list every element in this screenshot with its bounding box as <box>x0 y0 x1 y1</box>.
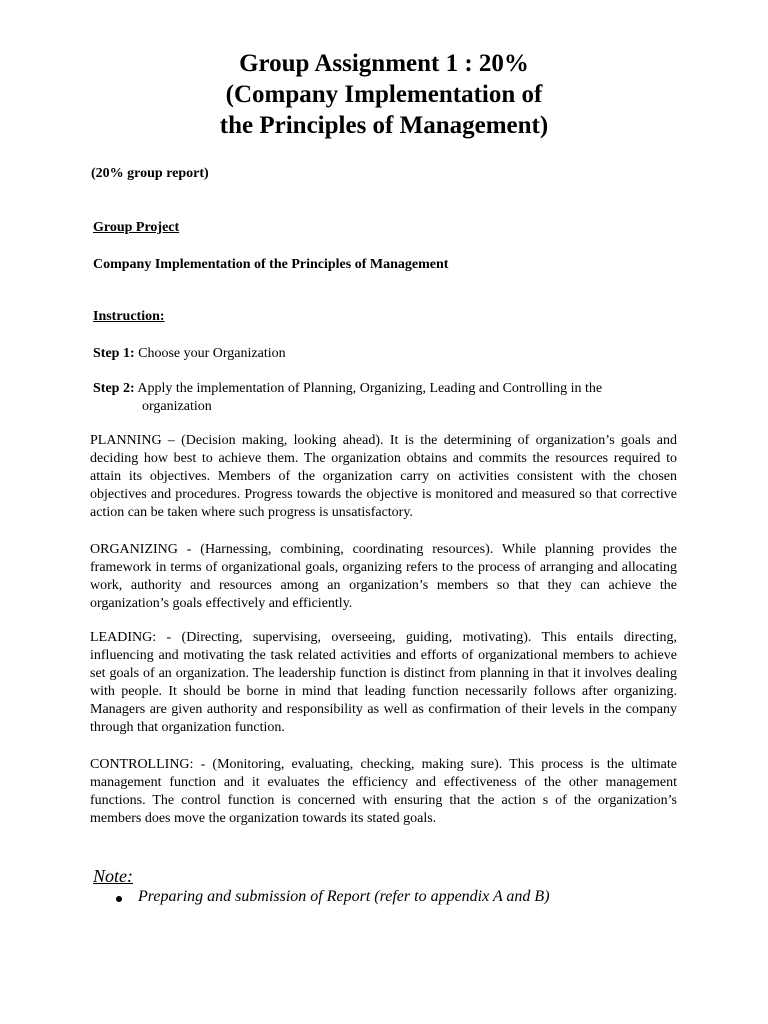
title-line-3: the Principles of Management) <box>219 112 549 139</box>
group-project-heading: Group Project <box>93 220 180 235</box>
note-item-text: Preparing and submission of Report (refer to appendix A and B) <box>138 888 550 905</box>
note-label: Note: <box>93 866 133 886</box>
organizing-paragraph: ORGANIZING - (Harnessing, combining, coordinating resources). While planning provides the framework in terms of organizational goals, organizing refers to the process of arranging and allocating work, authority and resources among an organization’s members so that they can achieve the organization’s goals effectively and efficiently. <box>90 542 677 611</box>
project-name: Company Implementation of the Principles of Management <box>93 257 449 272</box>
step-text: Apply the implementation of Planning, Organizing, Leading and Controlling in the <box>137 381 603 396</box>
step-text-continued: organization <box>142 399 212 414</box>
instruction-heading: Instruction: <box>93 309 165 324</box>
step-label: Step 1: <box>93 346 135 361</box>
controlling-paragraph: CONTROLLING: - (Monitoring, evaluating, checking, making sure). This process is the ultimate management function and it evaluates the efficiency and effectiveness of the other management functions. The control function is concerned with ensuring that the action s of the organization’s members does move the organization towards its stated goals. <box>90 757 677 826</box>
title-line-1: Group Assignment 1 : 20% <box>239 50 529 77</box>
note-list <box>116 888 550 906</box>
step-text: Choose your Organization <box>138 346 286 361</box>
note-item <box>116 888 550 906</box>
step-2 <box>93 380 602 416</box>
document-title <box>0 48 768 141</box>
bullet-icon <box>116 896 122 902</box>
leading-paragraph: LEADING: - (Directing, supervising, overseeing, guiding, motivating). This entails directing, influencing and motivating the task related activities and efforts of organizational members to achieve set goals of an organization. The leadership function is distinct from planning in that it involves dealing with people. It should be borne in mind that leading function necessarily follows after organizing. Managers are given authority and responsibility as well as confirmation of their levels in the company through that organization function. <box>90 630 677 735</box>
title-line-2: (Company Implementation of <box>225 81 543 108</box>
planning-paragraph: PLANNING – (Decision making, looking ahead). It is the determining of organization’s goals and deciding how best to achieve them. The organization obtains and commits the resources required to attain its objectives. Members of the organization carry on activities consistent with the chosen objectives and procedures. Progress towards the objective is monitored and measured so that corrective action can be taken where such progress is unsatisfactory. <box>90 433 677 520</box>
report-weight-note: (20% group report) <box>91 166 209 181</box>
step-1 <box>93 345 286 363</box>
step-label: Step 2: <box>93 381 135 396</box>
